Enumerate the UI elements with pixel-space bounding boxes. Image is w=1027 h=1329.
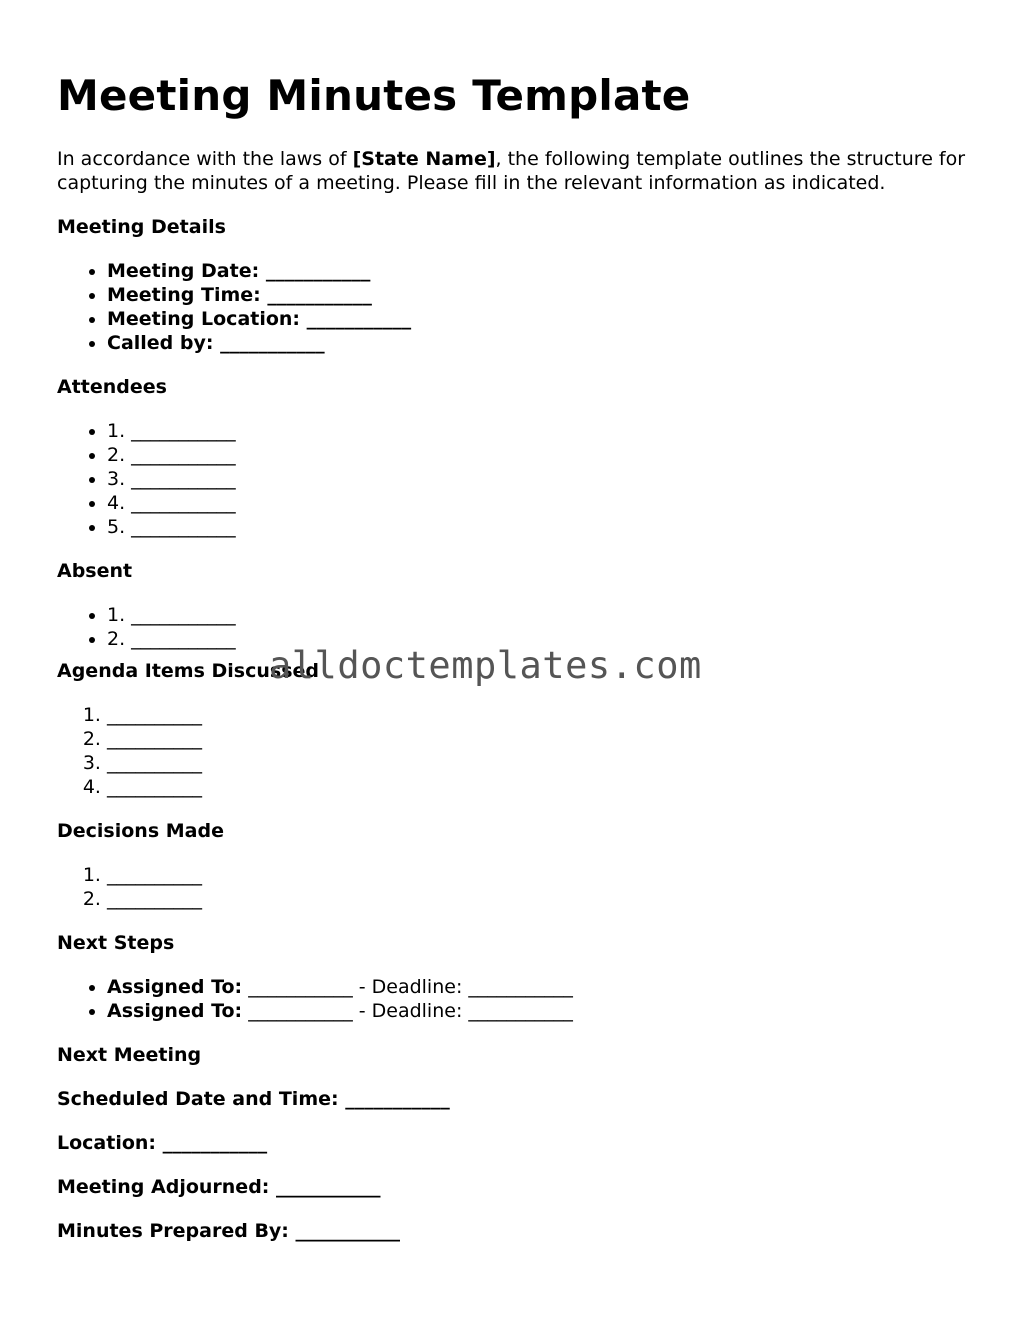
meeting-details-list [57, 259, 977, 355]
list-item: • 3. ___________ [107, 467, 977, 491]
prepared-by-line: Minutes Prepared By: ___________ [57, 1220, 401, 1242]
scheduled-date-line: Scheduled Date and Time: ___________ [57, 1088, 450, 1110]
agenda-list [57, 703, 977, 799]
list-item: • 1. ___________ [107, 603, 977, 627]
location-line: Location: ___________ [57, 1132, 268, 1154]
meeting-location-blank: ___________ [306, 308, 412, 330]
list-item: 2. __________ [107, 887, 977, 911]
list-item [107, 259, 977, 283]
list-item: • 2. ___________ [107, 443, 977, 467]
meeting-details-heading: Meeting Details [57, 216, 226, 238]
meeting-location-label: Meeting Location: [107, 308, 301, 330]
list-item [107, 975, 977, 999]
list-item: 2. __________ [107, 727, 977, 751]
assigned-to-label: Assigned To: [107, 976, 243, 998]
list-item [107, 331, 977, 355]
intro-text-after: , the following template outlines the structure for capturing the minutes of a meeting. Please fill in the relevant information as indicated. [57, 148, 966, 194]
decisions-list [57, 863, 977, 911]
list-item [107, 307, 977, 331]
assigned-to-text: ___________ - Deadline: ___________ [242, 976, 573, 998]
list-item: 1. __________ [107, 703, 977, 727]
next-meeting-heading: Next Meeting [57, 1044, 202, 1066]
list-item: 4. __________ [107, 775, 977, 799]
called-by-blank: ___________ [220, 332, 325, 354]
intro-paragraph [57, 147, 977, 195]
intro-text-before: In accordance with the laws of [57, 148, 353, 170]
agenda-heading: Agenda Items Discussed [57, 660, 320, 682]
list-item: • 2. ___________ [107, 627, 977, 651]
intro-state-name: [State Name] [352, 148, 496, 170]
assigned-to-text: ___________ - Deadline: ___________ [242, 1000, 573, 1022]
list-item: • 5. ___________ [107, 515, 977, 539]
list-item [107, 999, 977, 1023]
list-item: • 1. ___________ [107, 419, 977, 443]
watermark-text: alldoctemplates.com [269, 644, 702, 687]
assigned-to-label: Assigned To: [107, 1000, 243, 1022]
page-title: Meeting Minutes Template [57, 71, 691, 120]
next-steps-heading: Next Steps [57, 932, 175, 954]
list-item: • 4. ___________ [107, 491, 977, 515]
adjourned-line: Meeting Adjourned: ___________ [57, 1176, 381, 1198]
attendees-heading: Attendees [57, 376, 167, 398]
list-item [107, 283, 977, 307]
called-by-label: Called by: [107, 332, 214, 354]
meeting-time-blank: ___________ [267, 284, 372, 306]
list-item: 3. __________ [107, 751, 977, 775]
next-steps-list [57, 975, 977, 1023]
meeting-date-label: Meeting Date: [107, 260, 260, 282]
meeting-time-label: Meeting Time: [107, 284, 261, 306]
list-item: 1. __________ [107, 863, 977, 887]
meeting-date-blank: ___________ [265, 260, 371, 282]
attendees-list [57, 419, 977, 539]
decisions-heading: Decisions Made [57, 820, 224, 842]
absent-heading: Absent [57, 560, 133, 582]
